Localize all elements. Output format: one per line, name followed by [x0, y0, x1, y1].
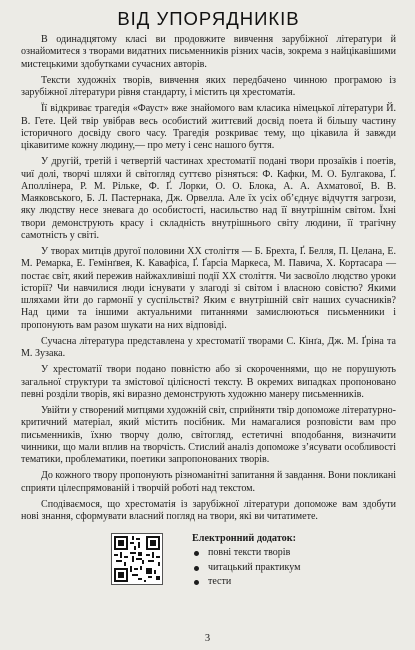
list-item — [192, 546, 300, 561]
paragraph-5: У творах митців другої половини XX століття — Б. Брехта, Ґ. Белля, П. Целана, Е. М. Ремарка, Е. Гемінґвея, К. Кавафіса, Ґ. Ґарсіа Маркеса, М. Павича, Х. Кортасара — постає світ, який пережив найжахливіші події XX століття. Чи засвоїло людство уроки історії? Чи навчилися люди існувати у злагоді зі світом і власною совістю? Якими шляхами йти до гармонії у суспільстві? Яким є внутрішній світ наших сучасників? Над цими та іншими актуальними питаннями замислюються письменники і пропонують вам разом шукати на них відповіді. — [21, 246, 396, 331]
qr-code-graphic — [112, 534, 162, 584]
page-number: 3 — [204, 633, 211, 644]
preface-text — [21, 34, 396, 523]
electronic-appendix — [21, 533, 396, 590]
paragraph-1: В одинадцятому класі ви продовжите вивчення зарубіжної літератури й ознайомитеся з творами видатних письменників різних часів, зокрема з найцікавішими мистецькими здобутками сучасних авторів. — [21, 34, 396, 70]
bullet-icon — [194, 551, 199, 556]
paragraph-2: Тексти художніх творів, вивчення яких передбачено чинною програмою із зарубіжної літератури рівня стандарту, і містить ця хрестоматія. — [21, 74, 396, 98]
paragraph-7: У хрестоматії твори подано повністю або зі скороченнями, що не порушують загальної структури та змістової цілісності тексту. В окремих випадках пропоновано певні розділи творів, які виразно демонструють художню манеру письменників. — [21, 364, 396, 400]
appendix-item-tests: тести — [208, 576, 232, 588]
paragraph-4: У другій, третій і четвертій частинах хрестоматії подані твори прозаїків і поетів, чиї долі, творчі шляхи й світогляд суттєво різняться: Ф. Кафки, М. О. Булгакова, Ґ. Аполлінера, Р. М. Рільке, Ф. Ґ. Лорки, О. О. Блока, А. А. Ахматової, В. В. Маяковського, Б. Л. Пастернака, Дж. Орвелла. Але їх усіх об’єднує відчуття загрози, яку людству несе зневага до особистості, насильство над її внутрішнім світом. Їхні твори демонструють красу і складність внутрішнього світу людини, її трагічну самотність у світі. — [21, 156, 396, 241]
appendix-list — [192, 546, 300, 590]
paragraph-8: Увійти у створений митцями художній світ, сприйняти твір допоможе літературно-критичний матеріал, який містить посібник. Ми намагалися розповісти вам про письменників, їхню творчу долю, світогляд, естетичні вподобання, визначити чинники, що мали вплив на творчість. Стислий аналіз допоможе з’ясувати особливості тематики, проблематики, поетики запропонованих творів. — [21, 405, 396, 465]
appendix-item-full-texts: повні тексти творів — [208, 547, 291, 559]
qr-code-icon[interactable] — [111, 533, 163, 585]
appendix-item-reader-practicum: читацький практикум — [208, 561, 301, 573]
paragraph-3: Її відкриває трагедія «Фауст» вже знайомого вам класика німецької літератури Й. В. Гете. Цей твір увібрав весь особистий життєвий досвід поета й більшу частину історичного досвіду свого часу. Трагедія розкриває тему, що цікавила й завжди цікавитиме кожну людину,— про мету і сенс нашого буття. — [21, 103, 396, 151]
paragraph-6: Сучасна література представлена у хрестоматії творами С. Кінґа, Дж. М. Ґріна та М. Зузака. — [21, 335, 396, 359]
appendix-title: Електронний додаток: — [192, 533, 296, 545]
page-title: ВІД УПОРЯДНИКІВ — [117, 8, 300, 29]
list-item — [192, 561, 300, 576]
paragraph-10: Сподіваємося, що хрестоматія із зарубіжної літератури допоможе вам здобути нові знання, сформувати власний погляд на твори, які ви читатимете. — [21, 498, 396, 522]
list-item — [192, 575, 300, 590]
paragraph-9: До кожного твору пропонують різноманітні запитання й завдання. Вони покликані сприяти цілеспрямованій і творчій роботі над текстом. — [21, 470, 396, 494]
bullet-icon — [194, 566, 199, 571]
appendix-text — [192, 533, 300, 590]
bullet-icon — [194, 580, 199, 585]
